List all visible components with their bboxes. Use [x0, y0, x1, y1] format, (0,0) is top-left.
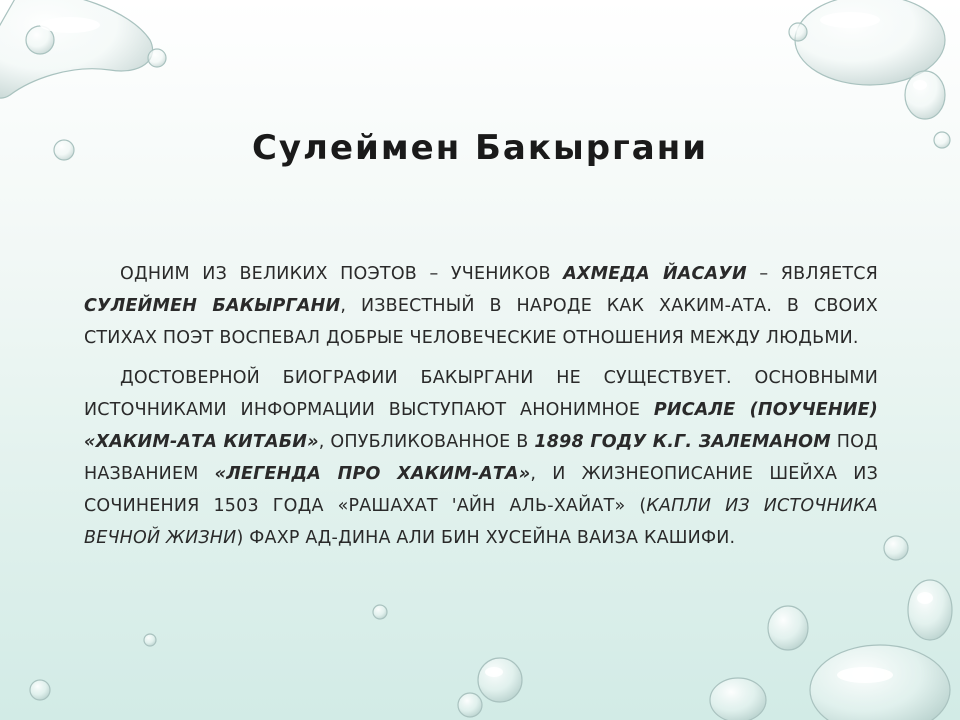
p2-italic-drops: КАПЛИ ИЗ ИСТОЧНИКА ВЕЧНОЙ ЖИЗНИ [84, 496, 878, 548]
p2-text-4: , И ЖИЗНЕОПИСАНИЕ ШЕЙХА ИЗ СОЧИНЕНИЯ 1503 ГОДА «РАШАХАТ 'АЙН АЛЬ-ХАЙАТ» ( [84, 464, 878, 516]
paragraph-2 [84, 362, 878, 554]
p1-emphasis-suleymen: СУЛЕЙМЕН БАКЫРГАНИ [84, 296, 341, 316]
p1-text-1: ОДНИМ ИЗ ВЕЛИКИХ ПОЭТОВ – УЧЕНИКОВ [120, 264, 564, 284]
p2-text-3: ПОД НАЗВАНИЕМ [84, 432, 878, 484]
slide-title: Сулеймен Бакыргани [251, 128, 709, 168]
p2-emphasis-zaleman: 1898 ГОДУ К.Г. ЗАЛЕМАНОМ [534, 432, 831, 452]
p2-text-1: ДОСТОВЕРНОЙ БИОГРАФИИ БАКЫРГАНИ НЕ СУЩЕСТВУЕТ. ОСНОВНЫМИ ИСТОЧНИКАМИ ИНФОРМАЦИИ ВЫСТУПАЮТ АНОНИМНОЕ [84, 368, 878, 420]
paragraph-1 [84, 258, 878, 354]
p2-emphasis-risale: РИСАЛЕ (ПОУЧЕНИЕ) «ХАКИМ-АТА КИТАБИ» [84, 400, 878, 452]
p2-emphasis-legend: «ЛЕГЕНДА ПРО ХАКИМ-АТА» [214, 464, 531, 484]
p1-emphasis-ahmed-yasawi: АХМЕДА ЙАСАУИ [563, 264, 747, 284]
p1-text-3: , ИЗВЕСТНЫЙ В НАРОДЕ КАК ХАКИМ-АТА. В СВОИХ СТИХАХ ПОЭТ ВОСПЕВАЛ ДОБРЫЕ ЧЕЛОВЕЧЕСКИЕ ОТНОШЕНИЯ МЕЖДУ ЛЮДЬМИ. [84, 296, 878, 348]
p1-text-2: – ЯВЛЯЕТСЯ [746, 264, 878, 284]
slide-body [84, 258, 878, 562]
p2-text-2: , ОПУБЛИКОВАННОЕ В [318, 432, 535, 452]
p2-text-5: ) ФАХР АД-ДИНА АЛИ БИН ХУСЕЙНА ВАИЗА КАШИФИ. [236, 528, 736, 548]
